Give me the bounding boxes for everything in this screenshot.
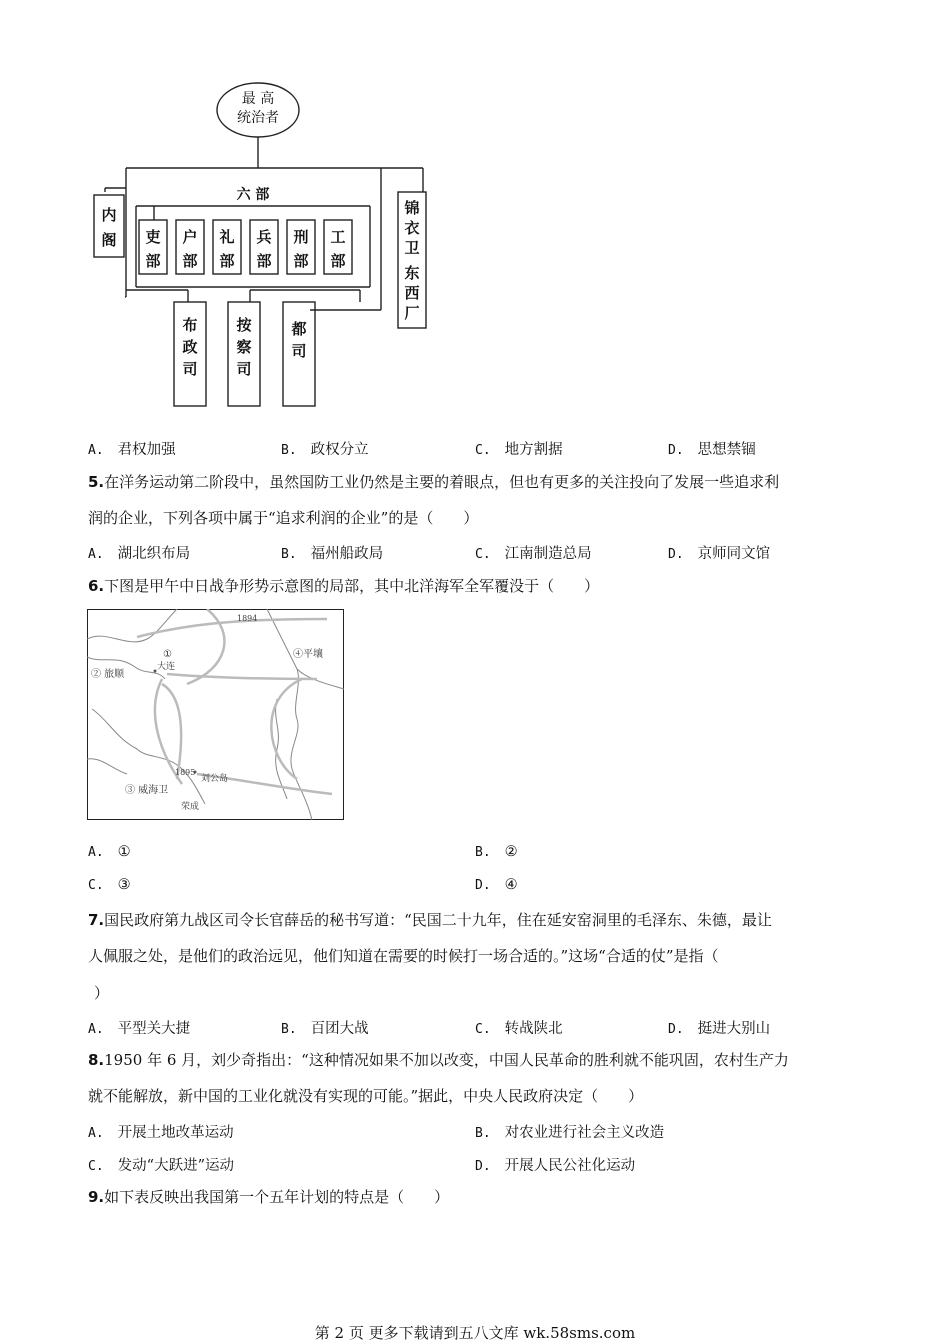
diagram-bu-5b: 部 <box>293 252 309 270</box>
q7-stem-line3: ） <box>94 984 110 1002</box>
svg-text:1894: 1894 <box>237 614 258 623</box>
q6-option-a[interactable]: A. ① <box>88 844 131 860</box>
q6-option-d[interactable]: D. ④ <box>475 877 518 893</box>
q6-stem-line1: 6.下图是甲午中日战争形势示意图的局部，其中北洋海军全军覆没于（ ） <box>88 577 600 595</box>
diagram-lower-2a: 按 <box>236 316 252 334</box>
diagram-bu-4b: 部 <box>256 252 272 270</box>
diagram-bu-3a: 礼 <box>219 228 235 246</box>
diagram-bu-2a: 户 <box>182 228 198 246</box>
q4-option-a[interactable]: A. 君权加强 <box>88 442 176 458</box>
q4-option-b[interactable]: B. 政权分立 <box>281 442 369 458</box>
q8-stem-line2: 就不能解放，新中国的工业化就没有实现的可能。”据此，中央人民政府决定（ ） <box>88 1087 644 1105</box>
diagram-neige-1: 内 <box>101 206 117 224</box>
svg-text:1895: 1895 <box>175 768 196 777</box>
sino-japanese-war-map <box>87 609 344 820</box>
diagram-bu-3b: 部 <box>219 252 235 270</box>
diagram-neige-2: 阁 <box>101 231 117 249</box>
q5-stem-line2: 润的企业，下列各项中属于“追求利润的企业”的是（ ） <box>88 509 479 527</box>
q7-option-d[interactable]: D. 挺进大别山 <box>668 1021 771 1037</box>
q8-option-b[interactable]: B. 对农业进行社会主义改造 <box>475 1125 665 1141</box>
diagram-top-label: 最 高 <box>241 91 275 107</box>
diagram-bu-2b: 部 <box>182 252 198 270</box>
q7-option-a[interactable]: A. 平型关大捷 <box>88 1021 191 1037</box>
diagram-lower-3a: 都 <box>291 320 307 338</box>
q5-option-d[interactable]: D. 京师同文馆 <box>668 546 771 562</box>
diagram-lower-2b: 察 <box>236 338 252 356</box>
q5-option-b[interactable]: B. 福州船政局 <box>281 546 384 562</box>
svg-text:刘公岛: 刘公岛 <box>201 774 229 784</box>
diagram-lower-2c: 司 <box>236 360 252 378</box>
diagram-jinyi-1: 锦 <box>404 199 420 217</box>
q9-stem-line1: 9.如下表反映出我国第一个五年计划的特点是（ ） <box>88 1188 450 1206</box>
svg-text:大连: 大连 <box>157 662 176 672</box>
diagram-top-label-2: 统治者 <box>237 110 279 126</box>
q5-option-a[interactable]: A. 湖北织布局 <box>88 546 191 562</box>
diagram-bu-5a: 刑 <box>293 228 309 246</box>
diagram-jinyi-3: 卫 <box>404 239 420 257</box>
page-footer: 第 2 页 更多下载请到五八文库 wk.58sms.com <box>314 1324 636 1342</box>
diagram-lower-3b: 司 <box>291 342 307 360</box>
svg-text:② 旅顺: ② 旅顺 <box>91 669 125 680</box>
diagram-bu-1a: 吏 <box>145 228 161 246</box>
diagram-bu-6a: 工 <box>330 228 346 246</box>
q8-option-c[interactable]: C. 发动“大跃进”运动 <box>88 1158 234 1174</box>
diagram-jinyi-6: 厂 <box>404 304 420 322</box>
q5-stem-line1: 5.在洋务运动第二阶段中，虽然国防工业仍然是主要的着眼点，但也有更多的关注投向了发展一些追求利 <box>88 473 780 491</box>
q7-option-c[interactable]: C. 转战陕北 <box>475 1021 563 1037</box>
diagram-bu-1b: 部 <box>145 252 161 270</box>
svg-text:①: ① <box>163 649 172 660</box>
q8-stem-line1: 8.1950 年 6 月，刘少奇指出：“这种情况如果不加以改变，中国人民革命的胜利就不能巩固，农村生产力 <box>88 1051 789 1069</box>
q6-option-c[interactable]: C. ③ <box>88 877 131 893</box>
ming-political-structure-diagram <box>80 75 440 415</box>
q5-option-c[interactable]: C. 江南制造总局 <box>475 546 592 562</box>
svg-text:③ 威海卫: ③ 威海卫 <box>125 785 169 796</box>
diagram-bu-6b: 部 <box>330 252 346 270</box>
q7-option-b[interactable]: B. 百团大战 <box>281 1021 369 1037</box>
q4-option-d[interactable]: D. 思想禁锢 <box>668 442 756 458</box>
diagram-lower-1b: 政 <box>182 338 198 356</box>
svg-text:荣成: 荣成 <box>181 802 200 812</box>
q8-option-d[interactable]: D. 开展人民公社化运动 <box>475 1158 636 1174</box>
q7-stem-line2: 人佩服之处，是他们的政治远见，他们知道在需要的时候打一场合适的。”这场“合适的仗”是指（ <box>88 947 719 965</box>
svg-text:④平壤: ④平壤 <box>293 649 323 660</box>
diagram-bu-4a: 兵 <box>256 228 272 246</box>
diagram-lower-1c: 司 <box>182 360 198 378</box>
q4-option-c[interactable]: C. 地方割据 <box>475 442 563 458</box>
diagram-jinyi-2: 衣 <box>404 219 420 237</box>
diagram-lower-1a: 布 <box>182 316 198 334</box>
q8-option-a[interactable]: A. 开展土地改革运动 <box>88 1125 234 1141</box>
diagram-liubu-label: 六 部 <box>236 187 270 203</box>
q7-stem-line1: 7.国民政府第九战区司令长官薛岳的秘书写道：“民国二十九年，住在延安窑洞里的毛泽东、朱德，最让 <box>88 911 772 929</box>
q6-option-b[interactable]: B. ② <box>475 844 518 860</box>
diagram-jinyi-4: 东 <box>404 264 420 282</box>
diagram-jinyi-5: 西 <box>404 284 420 302</box>
